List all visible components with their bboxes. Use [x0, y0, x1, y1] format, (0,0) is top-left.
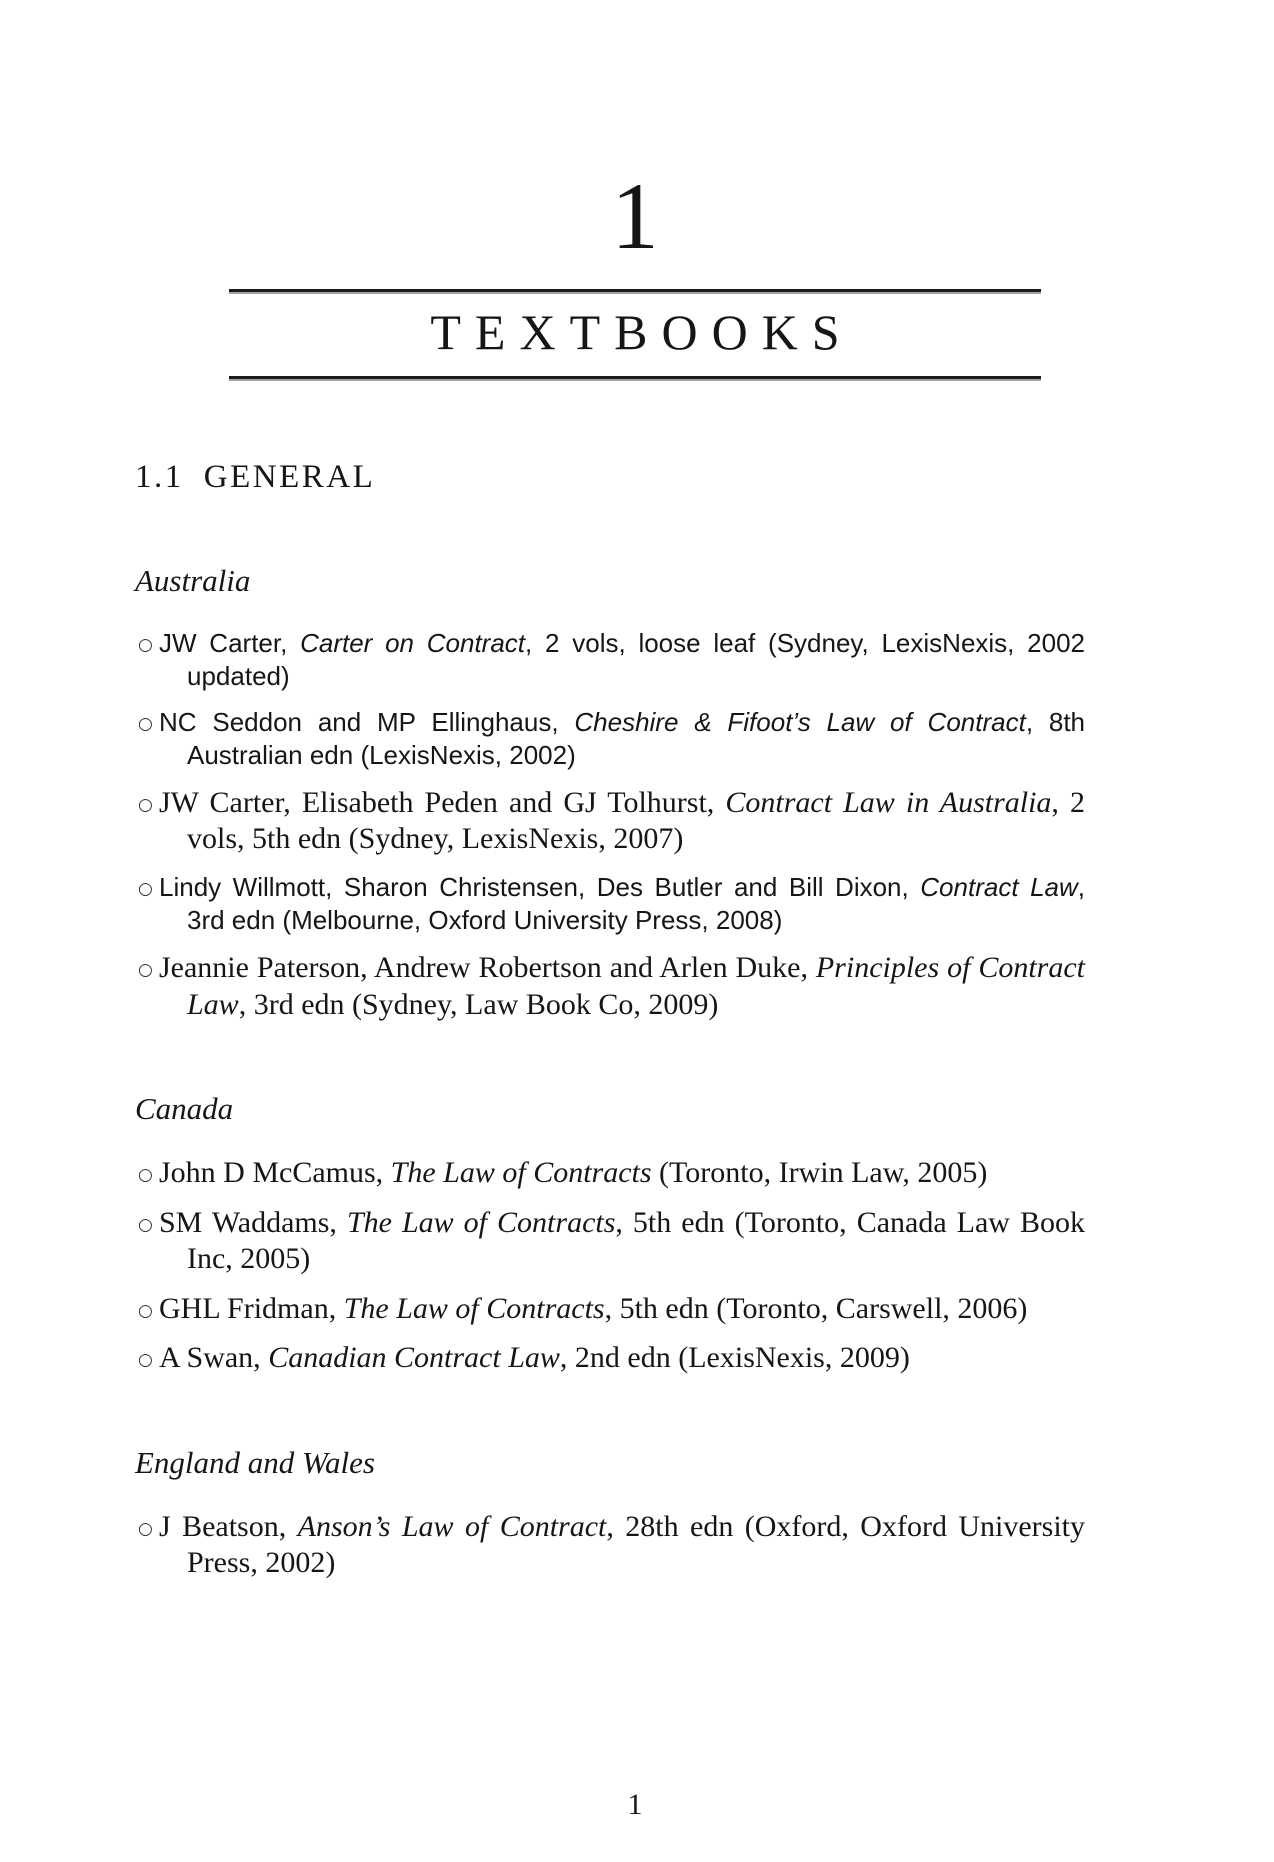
bibliography [135, 495, 1135, 1582]
entry-segment: Canadian Contract Law [268, 1341, 560, 1375]
entry-segment: (Toronto, Irwin Law, 2005) [651, 1155, 988, 1189]
circle-bullet-icon: ○ [138, 1164, 153, 1185]
entry-segment: Principles of Contract Law [187, 951, 1085, 1021]
entry-segment: , 3rd edn (Melbourne, Oxford University Press, 2008) [187, 872, 1086, 936]
entry-segment: The Law of Contracts [390, 1155, 652, 1189]
entry-segment: Cheshire & Fifoot’s Law of Contract [574, 706, 1026, 737]
region-section [135, 1091, 1135, 1377]
section-number: 1.1 [135, 458, 184, 495]
circle-bullet-icon: ○ [138, 960, 153, 981]
chapter-header [229, 163, 1041, 379]
circle-bullet-icon: ○ [138, 1300, 153, 1321]
circle-bullet-icon: ○ [138, 1214, 153, 1235]
entry-segment: , 5th edn (Toronto, Canada Law Book Inc, 2005) [187, 1205, 1086, 1276]
entry-segment: , 5th edn (Toronto, Carswell, 2006) [604, 1291, 1028, 1325]
circle-bullet-icon: ○ [138, 879, 153, 900]
circle-bullet-icon: ○ [138, 1518, 153, 1539]
bibliography-entry [135, 1155, 1085, 1192]
entry-segment: Contract Law in Australia [725, 785, 1052, 819]
entry-segment: NC Seddon and MP Ellinghaus, [159, 706, 575, 737]
entry-segment: , 3rd edn (Sydney, Law Book Co, 2009) [238, 987, 719, 1021]
section-heading [135, 459, 1135, 495]
bibliography-entry [135, 950, 1085, 1023]
entry-segment: The Law of Contracts [346, 1205, 616, 1239]
bibliography-entry [135, 1205, 1085, 1278]
entry-segment: , 2 vols, 5th edn (Sydney, LexisNexis, 2007) [187, 785, 1085, 856]
circle-bullet-icon: ○ [138, 634, 153, 655]
bibliography-entry [135, 1509, 1085, 1582]
bibliography-entry [135, 785, 1085, 858]
entry-list [135, 1509, 1135, 1582]
chapter-rule-top [229, 289, 1041, 292]
region-heading: Australia [135, 563, 251, 599]
entry-segment: JW Carter, Elisabeth Peden and GJ Tolhurst, [159, 785, 726, 819]
region-section [135, 1445, 1135, 1582]
entry-segment: Anson’s Law of Contract [297, 1509, 607, 1543]
entry-segment: Contract Law [920, 872, 1078, 903]
entry-segment: Lindy Willmott, Sharon Christensen, Des Butler and Bill Dixon, [159, 872, 921, 903]
chapter-rule-bottom [229, 376, 1041, 379]
chapter-title: TEXTBOOKS [430, 303, 854, 360]
entry-segment: John D McCamus, [159, 1155, 391, 1189]
entry-segment: SM Waddams, [159, 1205, 347, 1239]
entry-segment: , 28th edn (Oxford, Oxford University Press, 2002) [187, 1509, 1086, 1580]
entry-segment: JW Carter, [159, 627, 301, 658]
circle-bullet-icon: ○ [138, 713, 153, 734]
entry-list [135, 627, 1135, 1023]
region-heading: Canada [135, 1091, 234, 1127]
page-footer [135, 1730, 1135, 1834]
entry-segment: The Law of Contracts [343, 1291, 605, 1325]
bibliography-entry [135, 1291, 1085, 1328]
chapter-number: 1 [611, 163, 659, 269]
bibliography-entry [135, 1340, 1085, 1377]
entry-segment: , 2nd edn (LexisNexis, 2009) [559, 1341, 910, 1375]
entry-segment: J Beatson, [159, 1509, 298, 1543]
entry-segment: A Swan, [159, 1341, 269, 1375]
bibliography-entry [135, 706, 1085, 772]
bibliography-entry [135, 627, 1085, 693]
entry-segment: , 8th Australian edn (LexisNexis, 2002) [187, 706, 1086, 770]
entry-segment: , 2 vols, loose leaf (Sydney, LexisNexis, 2002 updated) [187, 627, 1086, 691]
entry-segment: Jeannie Paterson, Andrew Robertson and Arlen Duke, [159, 951, 816, 985]
region-section [135, 563, 1135, 1023]
entry-segment: GHL Fridman, [159, 1291, 344, 1325]
entry-list [135, 1155, 1135, 1377]
entry-segment: Carter on Contract [300, 627, 526, 658]
bibliography-entry [135, 871, 1085, 937]
page-number: 1 [627, 1788, 643, 1821]
region-heading: England and Wales [135, 1444, 375, 1480]
section-label: GENERAL [203, 458, 376, 495]
circle-bullet-icon: ○ [138, 1350, 153, 1371]
circle-bullet-icon: ○ [138, 794, 153, 815]
